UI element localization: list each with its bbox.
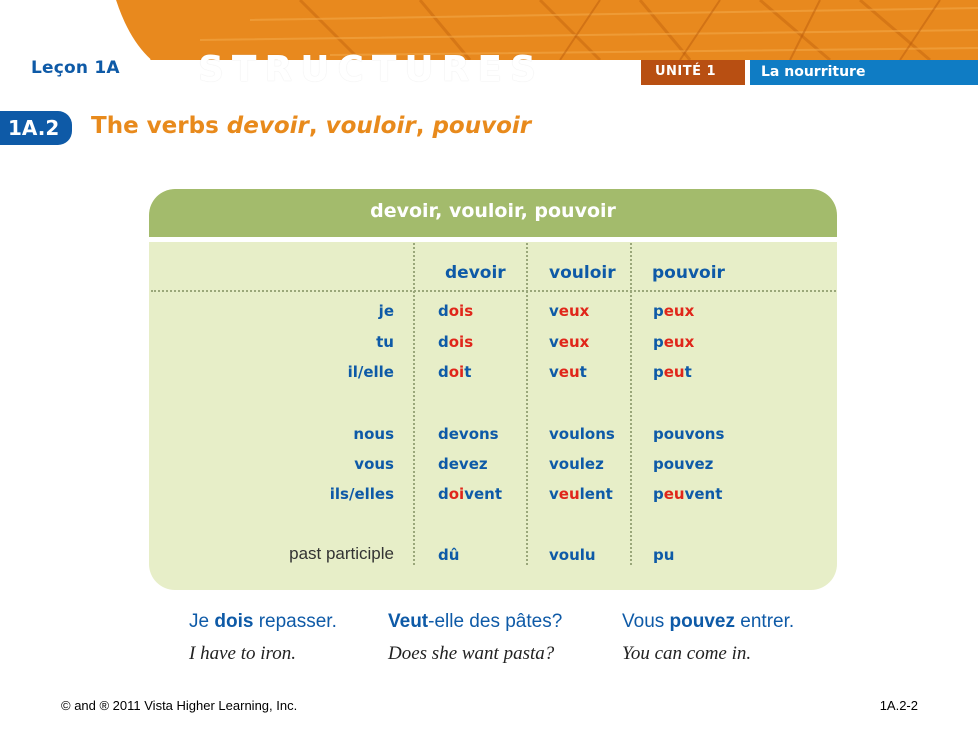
pronoun-il-elle: il/elle: [347, 363, 394, 381]
column-header-devoir: devoir: [445, 263, 506, 283]
page-number: 1A.2-2: [879, 698, 918, 713]
pronoun-ils-elles: ils/elles: [329, 485, 394, 503]
lesson-label: Leçon 1A: [31, 58, 120, 78]
verb-form: pouvez: [653, 455, 714, 473]
section-title-separator: ,: [415, 113, 433, 139]
conjugation-table-card: [149, 189, 837, 590]
pronoun-vous: vous: [354, 455, 394, 473]
example-sentence: Je dois repasser.: [189, 611, 337, 632]
verb-form: devons: [438, 425, 499, 443]
past-participle-vouloir: voulu: [549, 546, 596, 564]
section-title-separator: ,: [308, 113, 326, 139]
verb-form: doit: [438, 363, 472, 381]
pronoun-nous: nous: [353, 425, 394, 443]
example-translation: You can come in.: [622, 643, 752, 664]
structures-banner-title: STRUCTURES: [198, 49, 544, 90]
section-title-prefix: The verbs: [91, 113, 227, 139]
verb-form: peuvent: [653, 485, 723, 503]
verb-form: veulent: [549, 485, 613, 503]
verb-form: voulons: [549, 425, 615, 443]
conjugation-table-title: devoir, vouloir, pouvoir: [370, 200, 616, 222]
section-title-verb-pouvoir: pouvoir: [432, 113, 532, 139]
verb-form: dois: [438, 333, 474, 351]
past-participle-label: past participle: [289, 544, 394, 563]
verb-form: peux: [653, 302, 695, 320]
verb-form: veux: [549, 302, 590, 320]
pronoun-tu: tu: [376, 333, 394, 351]
unit-label: UNITÉ 1: [655, 64, 717, 79]
verb-form: doivent: [438, 485, 503, 503]
header-row-divider: [151, 290, 836, 292]
verb-form: veut: [549, 363, 587, 381]
section-title-verb-vouloir: vouloir: [325, 113, 416, 139]
copyright-notice: © and ® 2011 Vista Higher Learning, Inc.: [61, 698, 298, 713]
verb-form: peux: [653, 333, 695, 351]
past-participle-pouvoir: pu: [653, 546, 675, 564]
verb-form: pouvons: [653, 425, 725, 443]
example-sentence: Veut-elle des pâtes?: [388, 611, 563, 632]
section-title: [91, 111, 531, 141]
example-sentence: Vous pouvez entrer.: [622, 611, 795, 632]
section-title-verb-devoir: devoir: [226, 113, 309, 139]
example-translation: Does she want pasta?: [388, 643, 555, 664]
verb-form: veux: [549, 333, 590, 351]
pronoun-je: je: [378, 302, 394, 320]
column-header-vouloir: vouloir: [549, 263, 616, 283]
verb-form: devez: [438, 455, 488, 473]
verb-form: dois: [438, 302, 474, 320]
column-header-pouvoir: pouvoir: [652, 263, 725, 283]
verb-form: peut: [653, 363, 692, 381]
section-number-badge: 1A.2: [0, 111, 72, 145]
header-divider: [149, 237, 837, 242]
example-translation: I have to iron.: [189, 643, 296, 664]
past-participle-devoir: dû: [438, 546, 460, 564]
verb-form: voulez: [549, 455, 604, 473]
unit-theme-label: La nourriture: [761, 64, 866, 80]
